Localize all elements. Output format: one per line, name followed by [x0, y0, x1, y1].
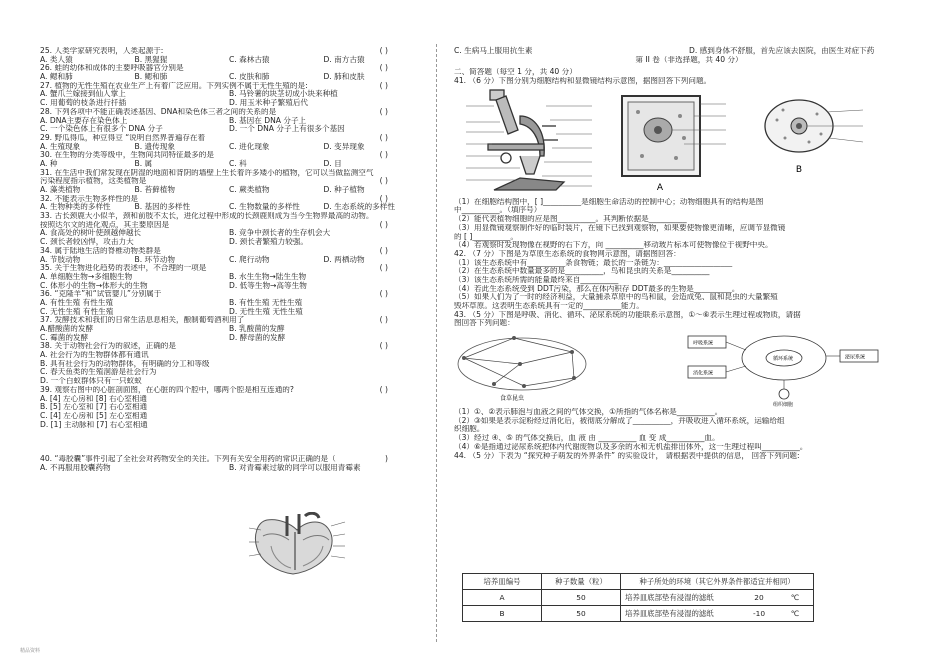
table-header-cell: 种子所处的环境（其它外界条件都适宜并相同）	[621, 574, 814, 590]
line-text: 27. 植物的无性生殖在农业生产上有着广泛应用。下列实例不属于无性生殖的是:	[40, 81, 308, 90]
line-text: D. [1] 主动脉和 [7] 右心室相通	[40, 420, 148, 429]
answer-option: D. 颈长者繁殖力较强。	[229, 237, 309, 247]
answer-option: A. 生殖现象	[40, 141, 81, 151]
line-text: C. [4] 左心房和 [5] 左心室相通	[40, 411, 148, 420]
line-text: （2）③如果是表示淀粉经过消化后，被彻底分解成了__________，并吸收进入循环系统，运输给组	[454, 416, 785, 425]
answer-paren: ( )	[379, 151, 388, 160]
right-column	[454, 47, 924, 460]
answer-option: B. 鳃和肺	[134, 72, 168, 82]
seed-experiment-table	[462, 573, 814, 622]
line-text: （4）若观察时发现物像在视野的右下方，向 __________移动玻片标本可使物像位于视野中央。	[454, 241, 773, 250]
table-cell: 20	[741, 590, 777, 606]
answer-option: C. 颈长者较凶悍，攻击力大	[40, 237, 134, 247]
answer-option: D. 变异现象	[323, 141, 365, 151]
answer-options	[40, 143, 418, 152]
answer-options	[40, 73, 418, 82]
answer-options	[40, 334, 418, 343]
line-text: 25. 人类学家研究表明，人类起源于:	[40, 47, 164, 55]
text-line	[454, 215, 924, 224]
text-line	[40, 360, 418, 369]
food-web-diagram	[454, 328, 594, 408]
text-line	[454, 241, 924, 250]
text-line	[454, 206, 924, 215]
answer-option: A. 生物种类的多样性	[40, 202, 111, 212]
text-line	[454, 311, 924, 320]
answer-option: B. 竞争中颈长者的生存机会大	[229, 228, 331, 238]
line-text: （5）如果人们为了一时的经济利益，大量捕杀草原中的鸟和鼠，会造成兔、鼠和昆虫的大量繁殖	[454, 293, 778, 302]
answer-option: C. 爬行动物	[229, 254, 270, 264]
text-line	[454, 302, 924, 311]
page-footer: 精品资料	[20, 648, 41, 654]
answer-option: D. 南方古猿	[323, 54, 365, 64]
answer-paren: ( )	[379, 47, 388, 55]
answer-option: A. DNA主要存在染色体上	[40, 115, 128, 125]
text-line	[454, 434, 924, 443]
text-line	[454, 198, 924, 207]
table-cell: 培养皿底部垫有浸湿的滤纸	[621, 606, 742, 622]
answer-option: B. 基因的多样性	[134, 202, 191, 212]
text-line	[40, 377, 418, 386]
answer-option: C. 生物数量的多样性	[229, 202, 300, 212]
answer-paren: ( )	[379, 264, 388, 273]
text-line	[454, 452, 924, 461]
answer-option: D. 用玉米种子繁殖后代	[229, 98, 309, 108]
answer-option: A. 单细胞生物→多细胞生物	[40, 271, 133, 281]
question-line	[40, 177, 418, 186]
system-circulatory-label: 循环系统	[773, 356, 794, 363]
system-digestive-label: 消化系统	[693, 370, 714, 377]
answer-option: B. 遗传现象	[134, 141, 175, 151]
table-cell: 50	[542, 590, 621, 606]
answer-paren: ( )	[379, 385, 388, 394]
answer-options	[40, 186, 418, 195]
answer-paren: ( )	[379, 194, 388, 203]
table-cell: 培养皿底部垫有浸湿的滤纸	[621, 590, 742, 606]
line-text: 污染程度指示植物，这类植物是	[40, 177, 147, 186]
line-text: 36. “克隆羊”和“试管婴儿”分别属于	[40, 290, 162, 299]
answer-paren: ( )	[379, 342, 388, 351]
answer-paren: ( )	[379, 64, 388, 73]
answer-option: A. 类人猿	[40, 54, 73, 64]
text-line	[454, 250, 924, 259]
answer-option: D. 一个 DNA 分子上有很多个基因	[229, 124, 345, 134]
answer-option: D. 目	[323, 158, 342, 168]
table-cell: ℃	[777, 606, 814, 622]
answer-paren: ( )	[379, 107, 388, 116]
line-text: 39. 观察右图中的心脏剖面图，在心脏的四个腔中，哪两个腔是相互连通的?	[40, 385, 294, 394]
question-line	[40, 169, 418, 178]
answer-options	[40, 464, 418, 473]
line-text: 的 [ ]__________。	[454, 232, 518, 241]
line-text: 30. 在生物的分类等级中，生物间共同特征最多的是	[40, 151, 214, 160]
answer-option: B. 水生生物→陆生生物	[229, 271, 307, 281]
answer-option: B. 黑猩猩	[134, 54, 168, 64]
question-line	[40, 64, 418, 73]
line-text: 29. 野瓜得瓜，种豆得豆 “说明自然界普遍存在着	[40, 133, 206, 142]
answer-paren: ( )	[379, 316, 388, 325]
q42-q43-figures	[454, 328, 924, 408]
line-text: 38. 关于动物社会行为的叙述，正确的是	[40, 342, 176, 351]
line-text: 第 II 卷（非选择题，共 40 分）	[635, 55, 743, 64]
answer-option: C. 无性生殖 有性生殖	[40, 306, 114, 316]
spacer	[40, 429, 418, 455]
line-text: 40. “毒胶囊”事件引起了全社会对药物安全的关注。下列有关安全用药的常识正确的是（	[40, 455, 336, 464]
line-text: C. 春天鱼类的生殖洄游是社会行为	[40, 368, 157, 377]
line-text: （1）①、②表示肺泡与血液之间的气体交换，①所指的气体名称是__________。	[454, 408, 723, 417]
line-text: B. 具有社会行为的动物群体，有明确的分工和等级	[40, 359, 210, 368]
line-text: 26. 蛙的幼体和成体的主要呼吸器官分别是	[40, 64, 184, 73]
system-respiratory-label: 呼吸系统	[693, 340, 714, 347]
question-line	[40, 221, 418, 230]
tissue-cells-label: 组织细胞	[773, 402, 794, 409]
question-line	[40, 212, 418, 221]
question-line	[40, 290, 418, 299]
food-web-insect-label: 食草昆虫	[500, 395, 525, 403]
answer-option: B. 对青霉素过敏的同学可以服用青霉素	[229, 462, 361, 472]
answer-option: C. 皮肤和肺	[229, 72, 270, 82]
table-cell: B	[463, 606, 542, 622]
text-line	[40, 421, 418, 430]
answer-option: B. 马铃薯的块茎切成小块来种植	[229, 89, 338, 99]
answer-paren: ( )	[379, 133, 388, 142]
question-line	[40, 195, 418, 204]
line-text: （1）该生态系统中有__________条食物链；最长的一条链为：__________________	[454, 258, 733, 267]
answer-options	[40, 203, 418, 212]
table-row	[463, 606, 814, 622]
line-text: 37. 发酵技术和我们的日常生活息息相关，酿制葡萄酒利用了	[40, 316, 245, 325]
table-cell: 50	[542, 606, 621, 622]
text-line	[40, 351, 418, 360]
answer-option: D. 两栖动物	[323, 254, 365, 264]
answer-options	[40, 56, 418, 65]
text-line	[454, 233, 924, 242]
question-line	[40, 455, 418, 464]
answer-option: B. 有性生殖 无性生殖	[229, 297, 303, 307]
system-urinary-label: 泌尿系统	[845, 354, 866, 361]
text-line	[40, 395, 418, 404]
line-text: 31. 在生活中我们常发现在阴湿的地面和背阴的墙壁上生长着许多矮小的植物，它可以当做监测空气	[40, 168, 374, 177]
line-text: A. 社会行为的生物群体都有通讯	[40, 351, 149, 360]
answer-option: B. 乳酸菌的发酵	[229, 324, 285, 333]
answer-option: A. 鳃和肺	[40, 72, 73, 82]
question-line	[40, 342, 418, 351]
answer-option: D. 生态系统的多样性	[323, 202, 395, 212]
answer-option: B. 苔藓植物	[134, 185, 175, 194]
line-text: A. [4] 左心房和 [8] 右心室相通	[40, 394, 147, 403]
question-line	[40, 82, 418, 91]
question-line	[40, 47, 418, 56]
line-text: 按照达尔文的进化观点，其主要原因是	[40, 220, 170, 229]
text-line	[454, 68, 924, 77]
table-cell: -10	[741, 606, 777, 622]
line-text: D. 一个白蚁群体只有一只蚁蚁	[40, 377, 142, 386]
line-text: 毁坏草原。这表明生态系统具有一定的__________能力。	[454, 302, 644, 310]
line-text: （4）⑥是指通过泌尿系统把体内代谢废物以及多余的水和无机盐排出体外，这一生理过程叫__________。	[454, 442, 808, 451]
answer-option: C. 森林古猿	[229, 54, 270, 64]
answer-option: A. 藻类植物	[40, 185, 81, 194]
column-divider	[436, 44, 437, 642]
answer-option: B. 环节动物	[134, 254, 175, 264]
answer-option: C. 科	[229, 158, 247, 168]
figure-b-label: B	[795, 164, 803, 175]
line-text: （2）能代表植物细胞的应是图__________。其判断依据是__________	[454, 215, 687, 224]
answer-options	[40, 99, 418, 108]
question-line	[40, 108, 418, 117]
text-line	[40, 403, 418, 412]
answer-option: A. 不再服用胶囊药物	[40, 462, 111, 472]
q41-figures	[454, 86, 924, 198]
line-text: （4）若此生态系统受到 DDT污染，那么在体内积存 DDT最多的生物是__________。	[454, 284, 740, 293]
line-text: 41. （6 分）下图分别为细胞结构和显微镜结构示意图，据图回答下列问题。	[454, 77, 712, 86]
text-line	[454, 56, 924, 65]
table-cell: ℃	[777, 590, 814, 606]
plant-cell-diagram	[614, 86, 734, 198]
answer-option: C. 一个染色体上有很多个 DNA 分子	[40, 124, 163, 134]
heart-diagram	[247, 512, 347, 578]
line-text: 34. 属于陆地生活的脊椎动物类群是	[40, 246, 161, 255]
answer-paren: )	[385, 455, 388, 464]
answer-option: A. 蟹爪兰嫁接到仙人掌上	[40, 89, 126, 99]
question-line	[40, 247, 418, 256]
table-header-cell: 种子数量（粒）	[542, 574, 621, 590]
figure-a-label: A	[656, 182, 664, 193]
line-text: 32. 不能表示生物多样性的是	[40, 194, 139, 203]
answer-option: D. 肺和皮肤	[323, 72, 365, 82]
answer-option: D. 酵母菌的发酵	[229, 332, 286, 342]
line-text: 42. （7 分）下图是为草原生态系统的食物网示意图，请据图回答：	[454, 249, 681, 258]
text-line	[454, 408, 924, 417]
microscope-diagram	[460, 86, 610, 198]
text-line	[454, 293, 924, 302]
animal-cell-diagram	[759, 86, 879, 198]
line-text: 中__________。（填序号）	[454, 206, 542, 215]
line-text: 28. 下列各项中不能正确表述基因、DNA和染色体三者之间的关系的是	[40, 107, 277, 116]
answer-option: A. 种	[40, 158, 58, 168]
line-text: B. [5] 左心室和 [7] 右心室相通	[40, 403, 148, 412]
question-line	[40, 316, 418, 325]
answer-option: D. 种子植物	[323, 185, 365, 194]
question-line	[40, 151, 418, 160]
text-line	[454, 224, 924, 233]
text-line	[454, 285, 924, 294]
text-line	[454, 77, 924, 86]
answer-option: D. 感到身体不舒服，首先应该去医院，由医生对症下药	[689, 46, 875, 55]
line-text: （3）用显微镜观察制作好的临时装片，在镜下已找到观察物，如果要使物像更清晰，应调节显微镜	[454, 223, 786, 232]
answer-paren: ( )	[379, 220, 388, 229]
text-line	[40, 368, 418, 377]
question-line	[40, 134, 418, 143]
answer-option: A. 有性生殖 有性生殖	[40, 297, 114, 307]
line-text: 43. （5 分）下图是呼吸、消化、循环、泌尿系统的功能联系示意图，①～⑥表示生理过程或物质，请据	[454, 310, 801, 319]
answer-option: B. 属	[134, 158, 153, 168]
answer-options	[40, 282, 418, 291]
answer-option: C. 进化现象	[229, 141, 270, 151]
answer-paren: ( )	[379, 246, 388, 255]
text-line	[454, 276, 924, 285]
left-column	[40, 47, 418, 473]
line-text: （2）在生态系统中数量最多的是__________，鸟和昆虫的关系是__________	[454, 267, 710, 276]
answer-option: D. 无性生殖 无性生殖	[229, 306, 303, 316]
line-text: 图回答下列问题：	[454, 319, 515, 328]
line-text: 35. 关于生物进化趋势的表述中，不合理的一项是	[40, 264, 207, 273]
answer-options	[40, 125, 418, 134]
answer-option: A.醋酸菌的发酵	[40, 324, 94, 333]
answer-option: A. 节肢动物	[40, 254, 81, 264]
table-row	[463, 590, 814, 606]
line-text: 二、简答题（每空 1 分，共 40 分）	[454, 68, 577, 77]
line-text: （1）在细胞结构图中，[ ]__________是细胞生命活动的控制中心；动物细胞具有的结构是图	[454, 197, 764, 206]
question-line	[40, 386, 418, 395]
line-text: 44. （5 分）下表为 “探究种子萌发的外界条件” 的实验设计， 请根据表中提供的信息， 回答下列问题:	[454, 451, 800, 460]
table-header-row	[463, 574, 814, 590]
text-line	[454, 417, 924, 426]
answer-options	[40, 308, 418, 317]
answer-option: C. 用葡萄的枝条进行扦插	[40, 98, 127, 108]
answer-paren: ( )	[379, 290, 388, 299]
answer-options	[454, 47, 924, 56]
text-line	[454, 443, 924, 452]
answer-option: A. 食高处的树叶使颈越伸越长	[40, 228, 142, 238]
text-line	[454, 425, 924, 434]
answer-paren: ( )	[379, 81, 388, 90]
answer-option: C. 霉菌的发酵	[40, 332, 89, 342]
text-line	[40, 412, 418, 421]
answer-options	[40, 256, 418, 265]
answer-option: D. 低等生物→高等生物	[229, 280, 307, 290]
line-text: 33. 古长颈鹿大小似羊，颈和前肢不太长，进化过程中形成的长颈鹿则成为当今生物界最高的动物。	[40, 212, 374, 221]
answer-option: C. 生病马上服用抗生素	[454, 46, 533, 55]
body-systems-diagram	[684, 328, 884, 408]
question-line	[40, 264, 418, 273]
text-line	[454, 259, 924, 268]
text-line	[454, 267, 924, 276]
answer-option: C. 体形小的生物→体形大的生物	[40, 280, 148, 290]
line-text: 织细胞。	[454, 425, 485, 434]
answer-option: C. 蕨类植物	[229, 185, 270, 194]
text-line	[454, 319, 924, 328]
answer-options	[40, 160, 418, 169]
line-text: （3）经过 ④、⑤ 的气体交换后，血 液 由 __________ 血 变 成__________血。	[454, 434, 720, 443]
answer-option: B. 基因在 DNA 分子上	[229, 115, 307, 125]
answer-paren: ( )	[379, 177, 388, 186]
table-cell: A	[463, 590, 542, 606]
line-text: （3）该生态系统所需的能量最终来自__________	[454, 275, 619, 284]
answer-options	[40, 238, 418, 247]
table-header-cell: 培养皿编号	[463, 574, 542, 590]
